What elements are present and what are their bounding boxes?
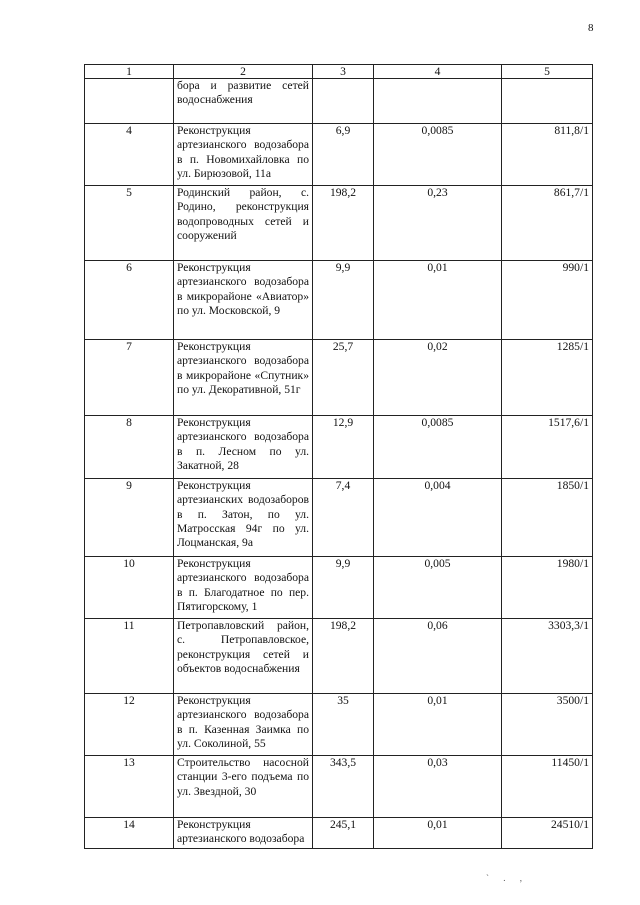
row-value-col3: 198,2 (313, 619, 374, 694)
row-value-col5: 3303,3/1 (502, 619, 593, 694)
row-value-col3: 9,9 (313, 261, 374, 340)
row-description: Реконструкция артезианских водозаборов в п. Затон, по ул. Матросская 94г по ул. Лоцманская, 9а (174, 479, 313, 557)
row-value-col4: 0,0085 (374, 416, 502, 479)
column-header: 5 (502, 65, 593, 79)
column-header: 2 (174, 65, 313, 79)
table-row (85, 557, 593, 619)
row-value-col5 (502, 79, 593, 124)
row-value-col4 (374, 79, 502, 124)
row-value-col5: 3500/1 (502, 694, 593, 756)
row-value-col4: 0,0085 (374, 124, 502, 186)
table-row (85, 479, 593, 557)
row-value-col3: 9,9 (313, 557, 374, 619)
row-number: 7 (85, 340, 174, 416)
table-row (85, 694, 593, 756)
row-value-col3: 245,1 (313, 818, 374, 849)
row-description: Реконструкция артезианского водозабора в п. Казенная Заимка по ул. Соколиной, 55 (174, 694, 313, 756)
row-description: Реконструкция артезианского водозабора в п. Благодатное по пер. Пятигорскому, 1 (174, 557, 313, 619)
row-number: 13 (85, 756, 174, 818)
row-number: 14 (85, 818, 174, 849)
row-description: Строительство насосной станции 3-его подъема по ул. Звездной, 30 (174, 756, 313, 818)
table-row (85, 124, 593, 186)
row-value-col5: 990/1 (502, 261, 593, 340)
scan-specks: ` . , (486, 873, 528, 883)
row-value-col3: 6,9 (313, 124, 374, 186)
row-description: бора и развитие сетей водоснабжения (174, 79, 313, 124)
row-value-col3: 343,5 (313, 756, 374, 818)
row-value-col3: 35 (313, 694, 374, 756)
table-header-row (85, 65, 593, 79)
table-row (85, 261, 593, 340)
row-description: Реконструкция артезианского водозабора в п. Новомихайловка по ул. Бирюзовой, 11а (174, 124, 313, 186)
column-header: 3 (313, 65, 374, 79)
row-value-col3 (313, 79, 374, 124)
row-value-col4: 0,005 (374, 557, 502, 619)
table-row (85, 79, 593, 124)
row-number: 11 (85, 619, 174, 694)
row-value-col4: 0,01 (374, 818, 502, 849)
row-value-col4: 0,02 (374, 340, 502, 416)
column-header: 1 (85, 65, 174, 79)
row-value-col4: 0,06 (374, 619, 502, 694)
row-number (85, 79, 174, 124)
row-value-col5: 861,7/1 (502, 186, 593, 261)
row-description: Реконструкция артезианского водозабора в микрорайоне «Спутник» по ул. Декоративной, 51г (174, 340, 313, 416)
row-number: 9 (85, 479, 174, 557)
table-row (85, 818, 593, 849)
row-value-col5: 24510/1 (502, 818, 593, 849)
row-number: 6 (85, 261, 174, 340)
row-value-col3: 198,2 (313, 186, 374, 261)
row-value-col4: 0,03 (374, 756, 502, 818)
row-number: 10 (85, 557, 174, 619)
row-value-col5: 11450/1 (502, 756, 593, 818)
row-description: Реконструкция артезианского водозабора в п. Лесном по ул. Закатной, 28 (174, 416, 313, 479)
row-value-col5: 811,8/1 (502, 124, 593, 186)
row-number: 4 (85, 124, 174, 186)
row-description: Петропавловский район, с. Петропавловское, реконструкция сетей и объектов водоснабжения (174, 619, 313, 694)
row-description: Родинский район, с. Родино, реконструкция водопроводных сетей и сооружений (174, 186, 313, 261)
row-value-col4: 0,004 (374, 479, 502, 557)
row-value-col5: 1285/1 (502, 340, 593, 416)
row-value-col3: 12,9 (313, 416, 374, 479)
column-header: 4 (374, 65, 502, 79)
table-row (85, 619, 593, 694)
row-description: Реконструкция артезианского водозабора (174, 818, 313, 849)
row-value-col4: 0,01 (374, 261, 502, 340)
row-value-col4: 0,01 (374, 694, 502, 756)
table-row (85, 416, 593, 479)
row-number: 8 (85, 416, 174, 479)
row-value-col4: 0,23 (374, 186, 502, 261)
table-row (85, 340, 593, 416)
row-value-col5: 1517,6/1 (502, 416, 593, 479)
row-value-col5: 1980/1 (502, 557, 593, 619)
row-value-col5: 1850/1 (502, 479, 593, 557)
row-description: Реконструкция артезианского водозабора в микрорайоне «Авиатор» по ул. Московской, 9 (174, 261, 313, 340)
row-number: 12 (85, 694, 174, 756)
page-number: 8 (588, 22, 594, 34)
table-row (85, 186, 593, 261)
row-value-col3: 25,7 (313, 340, 374, 416)
data-table (84, 64, 593, 849)
row-value-col3: 7,4 (313, 479, 374, 557)
table-row (85, 756, 593, 818)
row-number: 5 (85, 186, 174, 261)
